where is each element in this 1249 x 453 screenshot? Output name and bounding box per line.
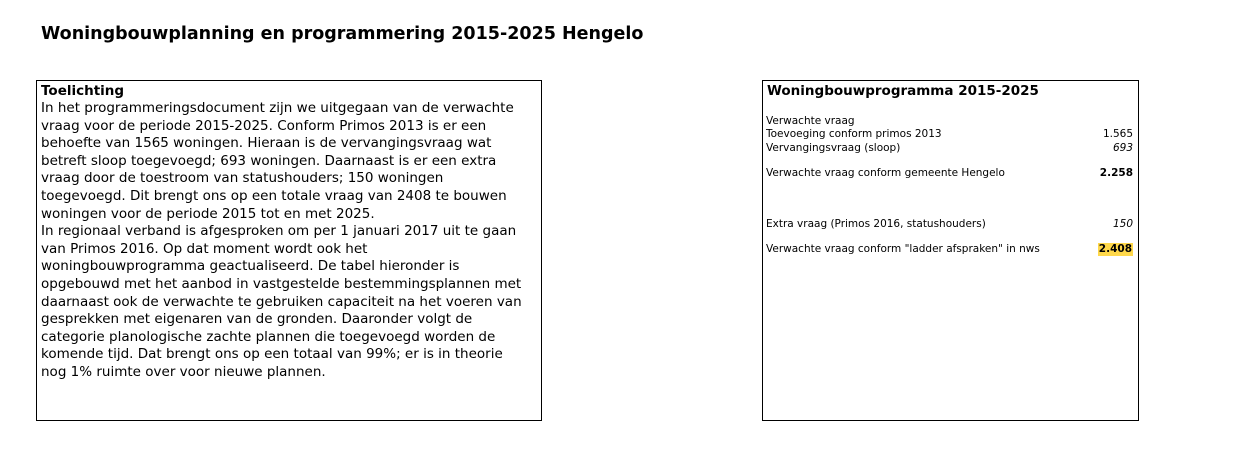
toelichting-line: opgebouwd met het aanbod in vastgestelde bestemmingsplannen met bbox=[41, 275, 522, 292]
toelichting-line: van Primos 2016. Op dat moment wordt ook het bbox=[41, 240, 368, 257]
row-label: Verwachte vraag conform "ladder afspraken" in nws bbox=[766, 243, 1040, 255]
row-label: Vervangingsvraag (sloop) bbox=[766, 142, 901, 154]
section-label-verwachte-vraag bbox=[766, 115, 1133, 128]
toelichting-line: behoefte van 1565 woningen. Hieraan is de vervangingsvraag wat bbox=[41, 135, 492, 152]
row-verwachte-vraag-ladder bbox=[766, 243, 1133, 256]
toelichting-line: komende tijd. Dat brengt ons op een totaal van 99%; er is in theorie bbox=[41, 346, 503, 363]
toelichting-line: daarnaast ook de verwachte te gebruiken capaciteit na het voeren van bbox=[41, 293, 522, 310]
row-value: 2.258 bbox=[1099, 167, 1133, 179]
row-label: Verwachte vraag bbox=[766, 115, 855, 127]
row-extra-vraag bbox=[766, 218, 1133, 231]
page-title: Woningbouwplanning en programmering 2015-2025 Hengelo bbox=[41, 24, 644, 44]
row-vervangingsvraag bbox=[766, 142, 1133, 155]
toelichting-box bbox=[36, 80, 542, 421]
row-value: 1.565 bbox=[1102, 128, 1133, 140]
row-label: Toevoeging conform primos 2013 bbox=[766, 128, 942, 140]
toelichting-line: gesprekken met eigenaren van de gronden. Daaronder volgt de bbox=[41, 311, 473, 328]
row-toevoeging-primos bbox=[766, 128, 1133, 141]
programma-box bbox=[762, 80, 1139, 421]
toelichting-line: categorie planologische zachte plannen die toegevoegd worden de bbox=[41, 328, 496, 345]
row-verwachte-vraag-gemeente bbox=[766, 167, 1133, 180]
toelichting-line: In regionaal verband is afgesproken om per 1 januari 2017 uit te gaan bbox=[41, 223, 517, 240]
toelichting-line: nog 1% ruimte over voor nieuwe plannen. bbox=[41, 363, 326, 380]
row-label: Extra vraag (Primos 2016, statushouders) bbox=[766, 218, 986, 230]
toelichting-body bbox=[41, 100, 541, 382]
row-value: 693 bbox=[1112, 142, 1133, 154]
programma-title: Woningbouwprogramma 2015-2025 bbox=[767, 83, 1039, 99]
row-value-highlighted: 2.408 bbox=[1098, 243, 1132, 255]
toelichting-line: woningen voor de periode 2015 tot en met 2025. bbox=[41, 205, 375, 222]
row-label: Verwachte vraag conform gemeente Hengelo bbox=[766, 167, 1005, 179]
toelichting-line: vraag door de toestroom van statushouders; 150 woningen bbox=[41, 170, 444, 187]
toelichting-title: Toelichting bbox=[41, 83, 125, 99]
toelichting-line: In het programmeringsdocument zijn we uitgegaan van de verwachte bbox=[41, 100, 514, 116]
toelichting-line: woningbouwprogramma geactualiseerd. De tabel hieronder is bbox=[41, 258, 460, 275]
toelichting-line: toegevoegd. Dit brengt ons op een totale vraag van 2408 te bouwen bbox=[41, 187, 507, 204]
toelichting-line: betreft sloop toegevoegd; 693 woningen. Daarnaast is er een extra bbox=[41, 152, 497, 169]
toelichting-line: vraag voor de periode 2015-2025. Conform Primos 2013 is er een bbox=[41, 117, 487, 134]
row-value: 150 bbox=[1112, 218, 1133, 230]
